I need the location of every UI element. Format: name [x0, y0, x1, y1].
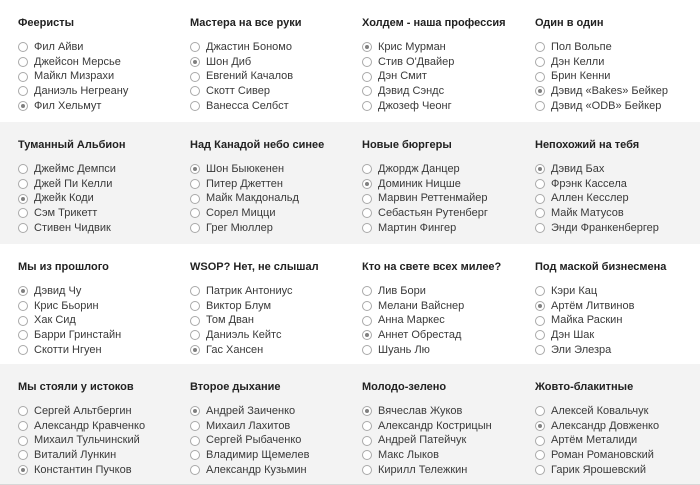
radio-label[interactable]: Михаил Тульчинский: [34, 434, 140, 447]
radio-option[interactable]: [190, 84, 362, 99]
radio-option[interactable]: [535, 433, 700, 448]
radio-button[interactable]: [18, 57, 28, 67]
radio-button[interactable]: [362, 72, 372, 82]
radio-label[interactable]: Скотт Сивер: [206, 85, 270, 98]
radio-option[interactable]: [535, 99, 700, 114]
radio-option[interactable]: [18, 99, 190, 114]
radio-label[interactable]: Сорел Мицци: [206, 207, 276, 220]
radio-button[interactable]: [18, 436, 28, 446]
radio-button[interactable]: [362, 421, 372, 431]
radio-button[interactable]: [535, 223, 545, 233]
radio-option[interactable]: [190, 448, 362, 463]
radio-button[interactable]: [18, 421, 28, 431]
radio-label[interactable]: Сергей Рыбаченко: [206, 434, 302, 447]
radio-option[interactable]: [190, 99, 362, 114]
radio-option[interactable]: [362, 343, 534, 358]
radio-button[interactable]: [18, 450, 28, 460]
radio-option[interactable]: [18, 448, 190, 463]
radio-label[interactable]: Доминик Ницше: [378, 177, 461, 190]
radio-group: [190, 404, 362, 477]
radio-label[interactable]: Александр Довженко: [551, 419, 660, 432]
category-title: Над Канадой небо синее: [190, 139, 325, 151]
radio-button[interactable]: [535, 330, 545, 340]
radio-button[interactable]: [190, 86, 200, 96]
radio-label[interactable]: Дэн Смит: [378, 70, 427, 83]
radio-option[interactable]: [362, 299, 534, 314]
category-title: Кто на свете всех милее?: [362, 261, 502, 273]
radio-option[interactable]: [18, 69, 190, 84]
radio-label[interactable]: Джеймс Демпси: [34, 163, 116, 175]
radio-option[interactable]: [535, 419, 700, 434]
radio-button[interactable]: [190, 421, 200, 431]
radio-option[interactable]: [535, 221, 700, 236]
radio-label[interactable]: Фил Айви: [34, 41, 84, 53]
radio-button[interactable]: [190, 194, 200, 204]
radio-button[interactable]: [535, 194, 545, 204]
radio-label[interactable]: Стивен Чидвик: [34, 221, 111, 234]
radio-label[interactable]: Мартин Фингер: [378, 221, 457, 234]
radio-group: [18, 404, 190, 477]
radio-button[interactable]: [362, 194, 372, 204]
radio-button[interactable]: [190, 72, 200, 82]
radio-option[interactable]: [190, 463, 362, 478]
radio-group: [18, 162, 190, 235]
category-title: Мастера на все руки: [190, 17, 302, 29]
radio-label[interactable]: Брин Кенни: [551, 70, 611, 83]
radio-option[interactable]: [18, 177, 190, 192]
radio-label[interactable]: Крис Мурман: [378, 41, 446, 53]
radio-option[interactable]: [18, 299, 190, 314]
radio-option[interactable]: [18, 162, 190, 177]
category-title: WSOP? Нет, не слышал: [190, 261, 319, 273]
category-group: [362, 380, 534, 477]
radio-option[interactable]: [190, 177, 362, 192]
category-group: [362, 16, 534, 113]
category-group: [18, 138, 190, 235]
radio-button[interactable]: [535, 42, 545, 52]
radio-label[interactable]: Энди Франкенбергер: [551, 221, 659, 234]
radio-button[interactable]: [362, 208, 372, 218]
radio-option[interactable]: [535, 463, 700, 478]
radio-button[interactable]: [190, 223, 200, 233]
radio-label[interactable]: Мелани Вайснер: [378, 299, 465, 312]
radio-option[interactable]: [535, 284, 700, 299]
radio-group: [535, 162, 700, 235]
radio-group: [362, 162, 534, 235]
category-group: [190, 16, 362, 113]
radio-label[interactable]: Роман Романовский: [551, 449, 654, 462]
radio-label[interactable]: Андрей Патейчук: [378, 434, 467, 447]
category-group: [18, 260, 190, 357]
radio-option[interactable]: [362, 177, 534, 192]
radio-option[interactable]: [18, 221, 190, 236]
radio-label[interactable]: Шуань Лю: [378, 343, 430, 356]
radio-label[interactable]: Том Дван: [206, 314, 254, 327]
radio-button[interactable]: [362, 223, 372, 233]
radio-option[interactable]: [18, 84, 190, 99]
radio-option[interactable]: [190, 404, 362, 419]
radio-option[interactable]: [190, 343, 362, 358]
category-group: [190, 138, 362, 235]
radio-option[interactable]: [362, 313, 534, 328]
radio-button[interactable]: [18, 406, 28, 416]
radio-group: [362, 40, 534, 113]
radio-label[interactable]: Евгений Качалов: [206, 70, 294, 83]
radio-option[interactable]: [362, 328, 534, 343]
radio-button[interactable]: [18, 179, 28, 189]
radio-option[interactable]: [18, 191, 190, 206]
radio-option[interactable]: [190, 299, 362, 314]
radio-label[interactable]: Артём Литвинов: [551, 299, 635, 312]
radio-button[interactable]: [535, 286, 545, 296]
radio-button[interactable]: [18, 42, 28, 52]
category-title: Один в один: [535, 17, 604, 29]
radio-button[interactable]: [362, 42, 372, 52]
radio-label[interactable]: Аллен Кесслер: [551, 192, 629, 205]
radio-option[interactable]: [535, 206, 700, 221]
radio-label[interactable]: Скотти Нгуен: [34, 343, 102, 356]
radio-label[interactable]: Ванесса Селбст: [206, 99, 289, 112]
radio-option[interactable]: [18, 463, 190, 478]
radio-option[interactable]: [362, 40, 534, 55]
radio-option[interactable]: [18, 328, 190, 343]
category-title: Мы стояли у истоков: [18, 381, 134, 393]
radio-label[interactable]: Грег Мюллер: [206, 221, 273, 234]
radio-option[interactable]: [362, 162, 534, 177]
radio-label[interactable]: Виктор Блум: [206, 299, 272, 312]
category-title: Второе дыхание: [190, 381, 281, 393]
radio-button[interactable]: [535, 301, 545, 311]
radio-button[interactable]: [535, 406, 545, 416]
radio-label[interactable]: Фрэнк Кассела: [551, 177, 627, 190]
radio-group: [18, 40, 190, 113]
radio-button[interactable]: [18, 194, 28, 204]
radio-option[interactable]: [190, 221, 362, 236]
radio-option[interactable]: [535, 313, 700, 328]
radio-option[interactable]: [535, 448, 700, 463]
category-group: [18, 16, 190, 113]
radio-button[interactable]: [362, 345, 372, 355]
category-title: Молодо-зелено: [362, 381, 447, 393]
radio-label[interactable]: Алексей Ковальчук: [551, 405, 649, 417]
radio-group: [362, 404, 534, 477]
radio-option[interactable]: [362, 419, 534, 434]
radio-button[interactable]: [535, 421, 545, 431]
radio-button[interactable]: [190, 164, 200, 174]
radio-button[interactable]: [362, 86, 372, 96]
radio-label[interactable]: Сэм Трикетт: [34, 207, 98, 220]
radio-label[interactable]: Виталий Лункин: [34, 449, 117, 462]
category-group: [535, 380, 700, 477]
radio-option[interactable]: [362, 448, 534, 463]
radio-label[interactable]: Патрик Антониус: [206, 285, 293, 297]
radio-option[interactable]: [362, 404, 534, 419]
category-group: [190, 380, 362, 477]
radio-button[interactable]: [362, 406, 372, 416]
radio-button[interactable]: [190, 101, 200, 111]
radio-button[interactable]: [362, 316, 372, 326]
category-title: Новые бюргеры: [362, 139, 452, 151]
radio-label[interactable]: Барри Гринстайн: [34, 329, 122, 342]
radio-button[interactable]: [535, 179, 545, 189]
category-group: [362, 138, 534, 235]
radio-option[interactable]: [190, 162, 362, 177]
radio-option[interactable]: [18, 404, 190, 419]
radio-button[interactable]: [535, 57, 545, 67]
radio-label[interactable]: Анна Маркес: [378, 314, 445, 327]
radio-button[interactable]: [535, 208, 545, 218]
radio-button[interactable]: [18, 164, 28, 174]
radio-option[interactable]: [535, 177, 700, 192]
radio-label[interactable]: Стив О'Двайер: [378, 55, 455, 68]
radio-label[interactable]: Гарик Ярошевский: [551, 463, 647, 476]
radio-option[interactable]: [190, 313, 362, 328]
radio-button[interactable]: [190, 301, 200, 311]
group-row-1: [0, 0, 700, 123]
category-group: [535, 260, 700, 357]
radio-label[interactable]: Фил Хельмут: [34, 99, 102, 112]
radio-option[interactable]: [535, 328, 700, 343]
group-row-3: [0, 244, 700, 365]
category-group: [362, 260, 534, 357]
radio-button[interactable]: [18, 101, 28, 111]
radio-label[interactable]: Марвин Реттенмайер: [378, 192, 488, 205]
radio-label[interactable]: Хак Сид: [34, 314, 76, 327]
radio-option[interactable]: [190, 69, 362, 84]
radio-label[interactable]: Шон Быюкенен: [206, 163, 285, 175]
radio-button[interactable]: [190, 179, 200, 189]
radio-button[interactable]: [535, 345, 545, 355]
radio-label[interactable]: Александр Кострицын: [378, 419, 492, 432]
radio-label[interactable]: Дэвид Бах: [551, 163, 605, 175]
category-title: Непохожий на тебя: [535, 139, 640, 151]
radio-button[interactable]: [362, 450, 372, 460]
radio-button[interactable]: [362, 286, 372, 296]
category-title: Холдем - наша профессия: [362, 17, 506, 29]
radio-label[interactable]: Михаил Лахитов: [206, 419, 291, 432]
radio-label[interactable]: Дэвид Чу: [34, 285, 82, 297]
radio-button[interactable]: [362, 101, 372, 111]
radio-button[interactable]: [18, 345, 28, 355]
radio-label[interactable]: Крис Бьорин: [34, 299, 99, 312]
radio-option[interactable]: [535, 55, 700, 70]
radio-group: [535, 404, 700, 477]
radio-label[interactable]: Майка Раскин: [551, 314, 623, 327]
radio-option[interactable]: [190, 40, 362, 55]
radio-label[interactable]: Кирилл Тележкин: [378, 463, 468, 476]
radio-button[interactable]: [18, 223, 28, 233]
radio-option[interactable]: [18, 313, 190, 328]
radio-option[interactable]: [18, 433, 190, 448]
radio-option[interactable]: [362, 191, 534, 206]
radio-button[interactable]: [535, 86, 545, 96]
radio-label[interactable]: Эли Элезра: [551, 343, 612, 356]
radio-label[interactable]: Джей Пи Келли: [34, 177, 113, 190]
radio-group: [190, 284, 362, 357]
radio-label[interactable]: Александр Кравченко: [34, 419, 146, 432]
radio-button[interactable]: [535, 72, 545, 82]
radio-option[interactable]: [535, 343, 700, 358]
radio-button[interactable]: [190, 42, 200, 52]
radio-option[interactable]: [535, 191, 700, 206]
category-group: [535, 138, 700, 235]
radio-label[interactable]: Шон Диб: [206, 55, 252, 68]
radio-group: [190, 40, 362, 113]
category-title: Мы из прошлого: [18, 261, 109, 273]
radio-option[interactable]: [190, 191, 362, 206]
radio-group: [535, 284, 700, 357]
radio-label[interactable]: Даниэль Кейтс: [206, 329, 282, 342]
radio-option[interactable]: [18, 419, 190, 434]
radio-button[interactable]: [18, 286, 28, 296]
radio-label[interactable]: Джастин Бономо: [206, 41, 292, 53]
radio-group: [18, 284, 190, 357]
radio-group: [362, 284, 534, 357]
radio-option[interactable]: [190, 206, 362, 221]
radio-label[interactable]: Артём Металиди: [551, 434, 638, 447]
radio-button[interactable]: [362, 465, 372, 475]
radio-option[interactable]: [190, 328, 362, 343]
radio-button[interactable]: [18, 330, 28, 340]
radio-button[interactable]: [18, 316, 28, 326]
radio-label[interactable]: Гас Хансен: [206, 343, 264, 356]
radio-label[interactable]: Вячеслав Жуков: [378, 405, 463, 417]
radio-button[interactable]: [18, 301, 28, 311]
radio-button[interactable]: [18, 465, 28, 475]
radio-option[interactable]: [18, 343, 190, 358]
category-title: Жовто-блакитные: [535, 381, 634, 393]
radio-label[interactable]: Питер Джеттен: [206, 177, 283, 190]
radio-option[interactable]: [190, 433, 362, 448]
radio-label[interactable]: Джейк Коди: [34, 192, 94, 205]
radio-option[interactable]: [18, 206, 190, 221]
radio-option[interactable]: [535, 299, 700, 314]
radio-label[interactable]: Себастьян Рутенберг: [378, 207, 488, 220]
radio-label[interactable]: Андрей Заиченко: [206, 405, 296, 417]
radio-button[interactable]: [190, 436, 200, 446]
radio-option[interactable]: [362, 99, 534, 114]
radio-button[interactable]: [190, 316, 200, 326]
radio-option[interactable]: [362, 84, 534, 99]
radio-label[interactable]: Дэн Келли: [551, 55, 605, 68]
radio-label[interactable]: Майк Макдональд: [206, 192, 299, 205]
group-row-2: [0, 122, 700, 245]
radio-group: [190, 162, 362, 235]
radio-label[interactable]: Александр Кузьмин: [206, 463, 307, 476]
radio-button[interactable]: [190, 406, 200, 416]
radio-group: [535, 40, 700, 113]
radio-button[interactable]: [362, 330, 372, 340]
category-title: Под маской бизнесмена: [535, 261, 667, 273]
radio-button[interactable]: [362, 57, 372, 67]
radio-button[interactable]: [535, 450, 545, 460]
radio-option[interactable]: [190, 284, 362, 299]
radio-button[interactable]: [18, 86, 28, 96]
radio-label[interactable]: Джейсон Мерсье: [34, 55, 121, 68]
radio-option[interactable]: [535, 84, 700, 99]
radio-label[interactable]: Кэри Кац: [551, 285, 598, 297]
radio-button[interactable]: [535, 164, 545, 174]
radio-button[interactable]: [190, 57, 200, 67]
radio-label[interactable]: Дэвид «ODB» Бейкер: [551, 99, 662, 112]
radio-button[interactable]: [362, 301, 372, 311]
radio-button[interactable]: [362, 164, 372, 174]
category-title: Туманный Альбион: [18, 139, 126, 151]
radio-label[interactable]: Лив Бори: [378, 285, 426, 297]
radio-option[interactable]: [190, 419, 362, 434]
group-row-4: [0, 364, 700, 485]
radio-label[interactable]: Аннет Обрестад: [378, 329, 462, 342]
radio-label[interactable]: Пол Вольпе: [551, 41, 612, 53]
radio-label[interactable]: Сергей Альтбергин: [34, 405, 132, 417]
radio-button[interactable]: [535, 316, 545, 326]
radio-option[interactable]: [18, 40, 190, 55]
radio-option[interactable]: [362, 433, 534, 448]
radio-button[interactable]: [190, 286, 200, 296]
radio-button[interactable]: [190, 208, 200, 218]
radio-option[interactable]: [535, 40, 700, 55]
radio-option[interactable]: [362, 206, 534, 221]
radio-option[interactable]: [362, 463, 534, 478]
radio-option[interactable]: [362, 55, 534, 70]
radio-button[interactable]: [535, 465, 545, 475]
radio-label[interactable]: Дэн Шак: [551, 329, 595, 342]
category-group: [18, 380, 190, 477]
category-group: [190, 260, 362, 357]
radio-option[interactable]: [535, 162, 700, 177]
radio-button[interactable]: [190, 450, 200, 460]
category-group: [535, 16, 700, 113]
radio-label[interactable]: Джордж Данцер: [378, 163, 460, 175]
radio-label[interactable]: Даниэль Негреану: [34, 85, 129, 98]
radio-button[interactable]: [18, 208, 28, 218]
radio-option[interactable]: [18, 55, 190, 70]
radio-option[interactable]: [362, 221, 534, 236]
radio-button[interactable]: [190, 345, 200, 355]
radio-label[interactable]: Макс Лыков: [378, 449, 439, 462]
radio-button[interactable]: [190, 465, 200, 475]
category-title: Фееристы: [18, 17, 75, 29]
radio-button[interactable]: [535, 101, 545, 111]
radio-option[interactable]: [535, 69, 700, 84]
radio-button[interactable]: [362, 179, 372, 189]
radio-label[interactable]: Владимир Щемелев: [206, 449, 310, 462]
radio-label[interactable]: Майкл Мизрахи: [34, 70, 115, 83]
radio-option[interactable]: [362, 69, 534, 84]
radio-label[interactable]: Дэвид «Bakes» Бейкер: [551, 85, 669, 98]
radio-option[interactable]: [535, 404, 700, 419]
radio-button[interactable]: [18, 72, 28, 82]
radio-option[interactable]: [362, 284, 534, 299]
radio-label[interactable]: Майк Матусов: [551, 207, 624, 220]
radio-button[interactable]: [535, 436, 545, 446]
radio-button[interactable]: [362, 436, 372, 446]
radio-label[interactable]: Дэвид Сэндс: [378, 85, 445, 98]
radio-button[interactable]: [190, 330, 200, 340]
radio-label[interactable]: Джозеф Чеонг: [378, 99, 452, 112]
radio-option[interactable]: [190, 55, 362, 70]
radio-label[interactable]: Константин Пучков: [34, 463, 132, 476]
radio-option[interactable]: [18, 284, 190, 299]
